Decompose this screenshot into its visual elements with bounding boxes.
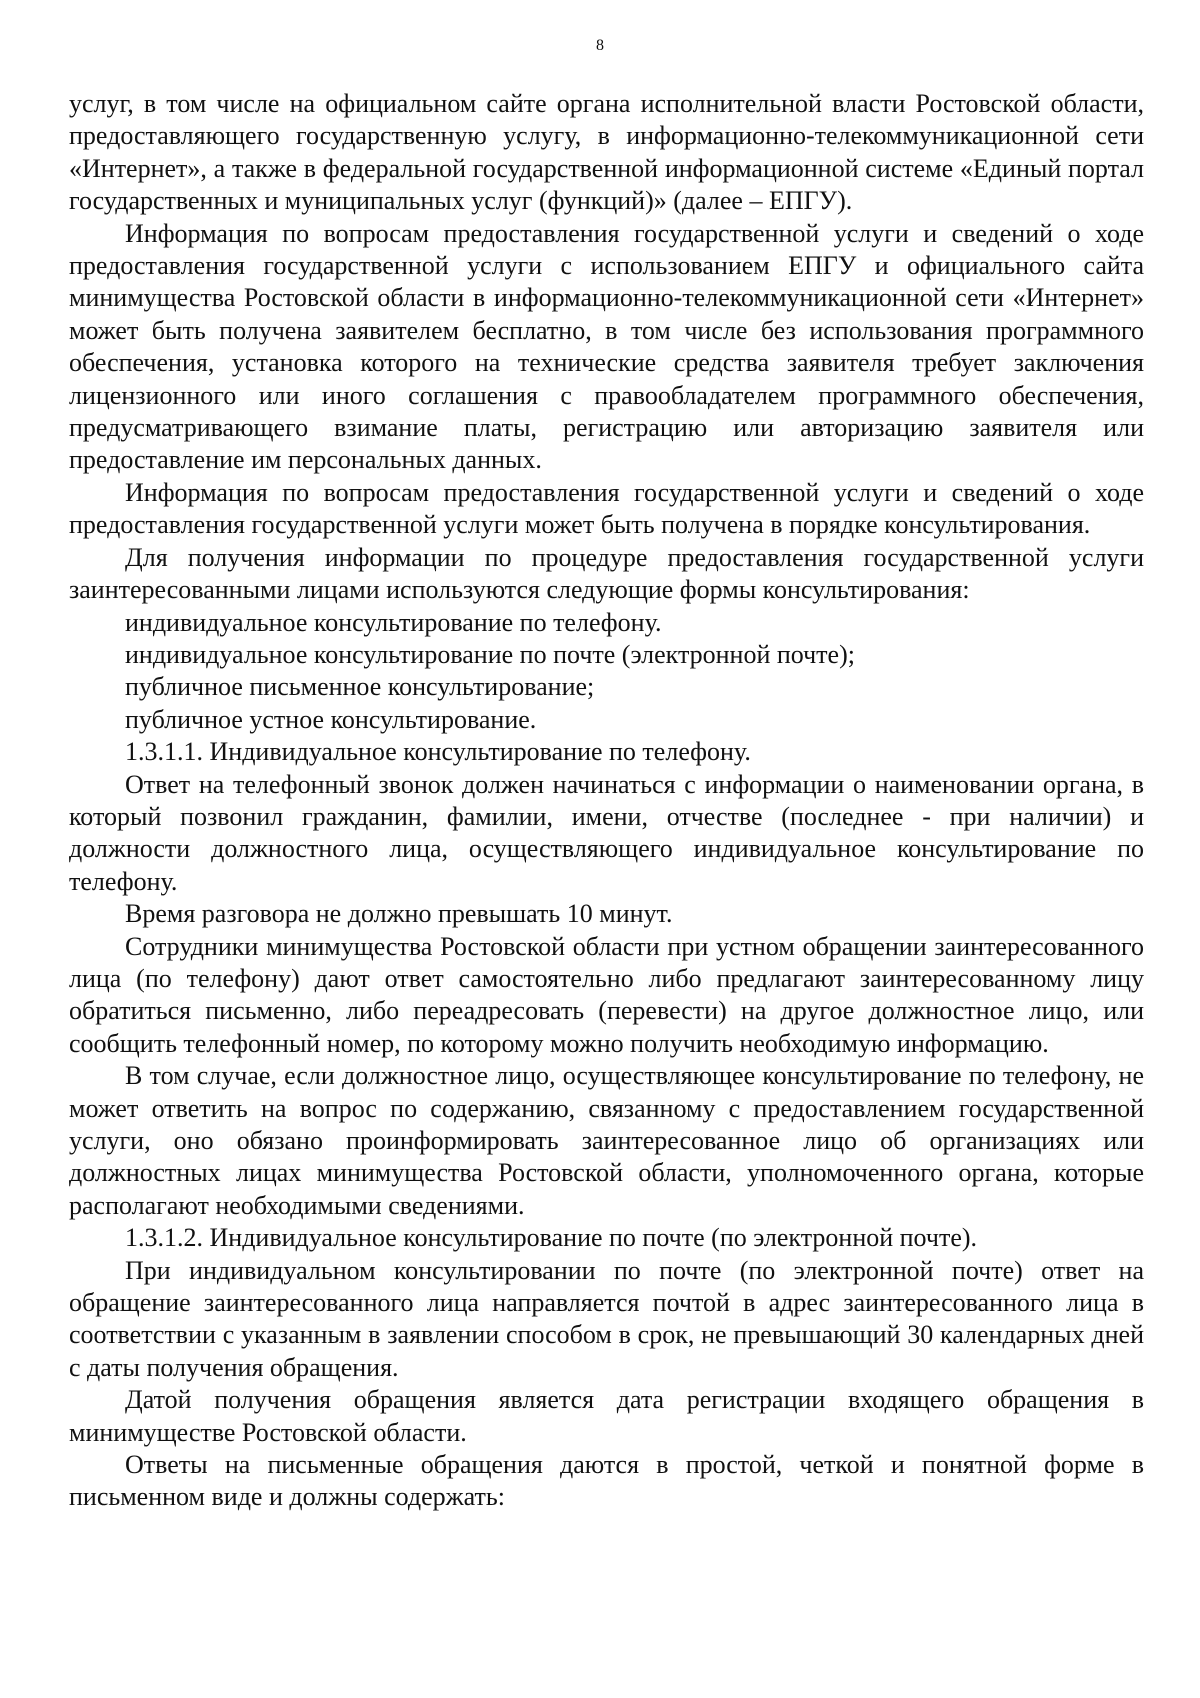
- list-item-mail-consultation: индивидуальное консультирование по почте (электронной почте);: [125, 639, 855, 669]
- paragraph-redirect-information: В том случае, если должностное лицо, осуществляющее консультирование по телефону, не может ответить на вопрос по содержанию, связанному с предоставлением государственной услуги, оно обязано проинформировать заинтересованное лицо об организациях или должностных лицах минимущества Ростовской области, уполномоченного органа, которые располагают необходимыми сведениями.: [69, 1061, 1144, 1220]
- section-heading-1-3-1-1: 1.3.1.1. Индивидуальное консультирование по телефону.: [125, 737, 751, 767]
- page-number: 8: [596, 37, 604, 54]
- document-body: [69, 88, 1144, 1514]
- list-item-public-oral-consultation: публичное устное консультирование.: [125, 704, 537, 734]
- paragraph-written-answers: Ответы на письменные обращения даются в простой, четкой и понятной форме в письменном виде и должны содержать:: [69, 1450, 1144, 1512]
- paragraph-phone-answer: Ответ на телефонный звонок должен начинаться с информации о наименовании органа, в который позвонил гражданин, фамилии, имени, отчестве (последнее - при наличии) и должности должностного лица, осуществляющего индивидуальное консультирование по телефону.: [69, 769, 1144, 896]
- list-item-phone-consultation: индивидуальное консультирование по телефону.: [125, 607, 662, 637]
- paragraph-mail-consultation: При индивидуальном консультировании по почте (по электронной почте) ответ на обращение заинтересованного лица направляется почтой в адрес заинтересованного лица в соответствии с указанным в заявлении способом в срок, не превышающий 30 календарных дней с даты получения обращения.: [69, 1255, 1144, 1382]
- paragraph-receipt-date: Датой получения обращения является дата регистрации входящего обращения в минимуществе Ростовской области.: [69, 1385, 1144, 1447]
- list-item-public-written-consultation: публичное письменное консультирование;: [125, 672, 595, 702]
- paragraph-call-duration: Время разговора не должно превышать 10 минут.: [125, 899, 673, 929]
- section-heading-1-3-1-2: 1.3.1.2. Индивидуальное консультирование по почте (по электронной почте).: [125, 1223, 978, 1253]
- paragraph-staff-oral-response: Сотрудники минимущества Ростовской области при устном обращении заинтересованного лица (по телефону) дают ответ самостоятельно либо предлагают заинтересованному лицу обратиться письменно, либо переадресовать (перевести) на другое должностное лицо, или сообщить телефонный номер, по которому можно получить необходимую информацию.: [69, 931, 1144, 1058]
- paragraph-epgu-information: Информация по вопросам предоставления государственной услуги и сведений о ходе предоставления государственной услуги с использованием ЕПГУ и официального сайта минимущества Ростовской области в информационно-телекоммуникационной сети «Интернет» может быть получена заявителем бесплатно, в том числе без использования программного обеспечения, установка которого на технические средства заявителя требует заключения лицензионного или иного соглашения с правообладателем программного обеспечения, предусматривающего взимание платы, регистрацию или авторизацию заявителя или предоставление им персональных данных.: [69, 218, 1144, 475]
- paragraph-consultation-order: Информация по вопросам предоставления государственной услуги и сведений о ходе предоставления государственной услуги может быть получена в порядке консультирования.: [69, 477, 1144, 540]
- paragraph-continuation: услуг, в том числе на официальном сайте органа исполнительной власти Ростовской области, предоставляющего государственную услугу, в информационно-телекоммуникационной сети «Интернет», а также в федеральной государственной информационной системе «Единый портал государственных и муниципальных услуг (функций)» (далее – ЕПГУ).: [69, 89, 1144, 216]
- paragraph-consultation-forms-intro: Для получения информации по процедуре предоставления государственной услуги заинтересованными лицами используются следующие формы консультирования:: [69, 542, 1144, 605]
